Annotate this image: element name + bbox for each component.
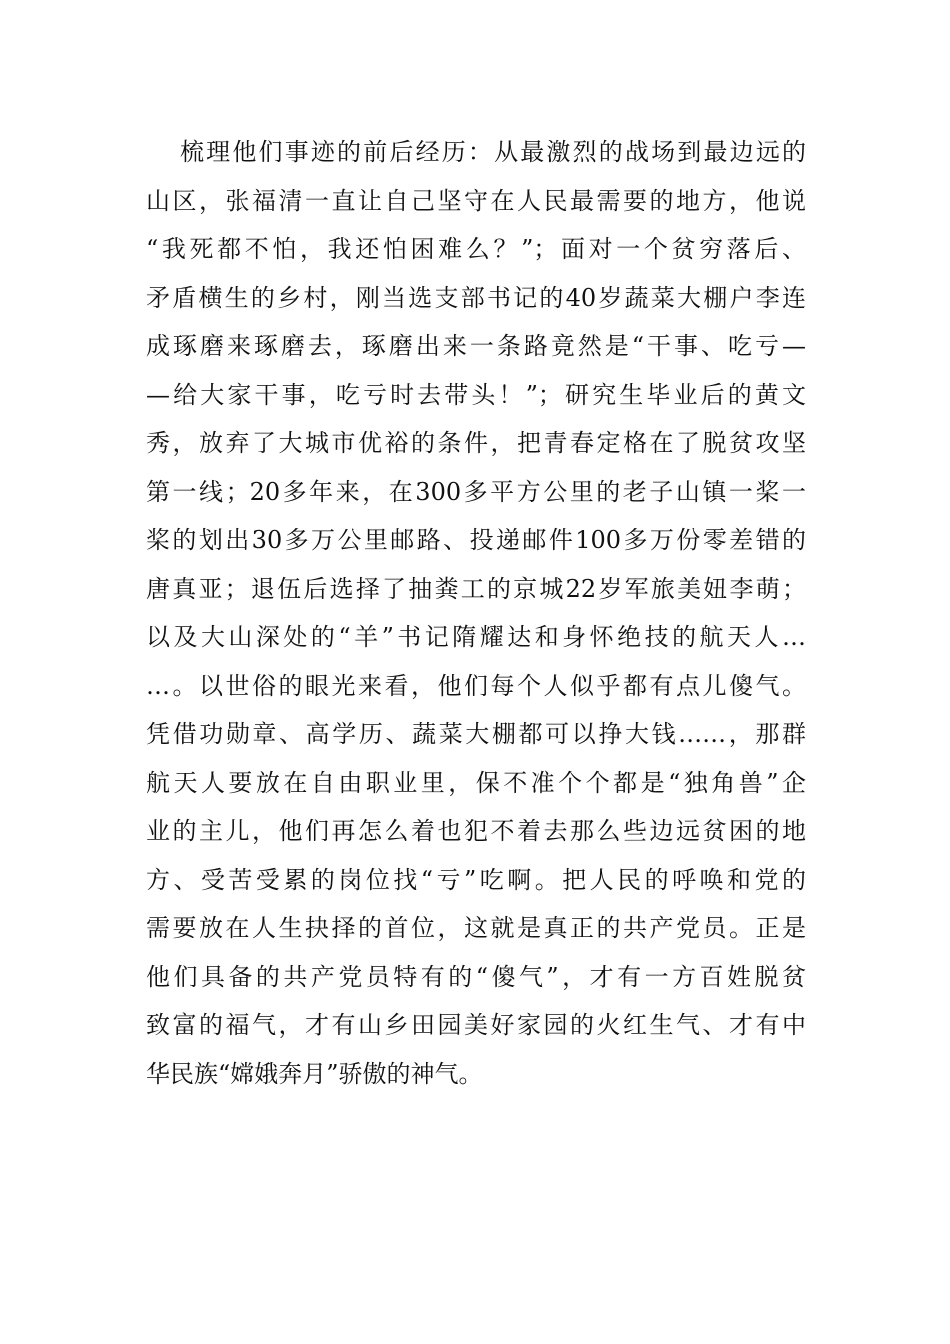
- paragraph-line: 航天人要放在自由职业里，保不准个个都是“独角兽”企: [146, 768, 806, 797]
- paragraph-line: 第一线；20多年来，在300多平方公里的老子山镇一桨一: [146, 477, 806, 506]
- paragraph-line: —给大家干事，吃亏时去带头！”；研究生毕业后的黄文: [146, 380, 806, 409]
- paragraph-line: 华民族“嫦娥奔月”骄傲的神气。: [146, 1059, 483, 1088]
- paragraph-line: “我死都不怕，我还怕困难么？”；面对一个贫穷落后、: [146, 235, 806, 263]
- paragraph-line: 桨的划出30多万公里邮路、投递邮件100多万份零差错的: [146, 526, 806, 554]
- body-paragraph: [146, 128, 806, 1098]
- paragraph-line: 方、受苦受累的岗位找“亏”吃啊。把人民的呼唤和党的: [146, 865, 806, 894]
- paragraph-line: 秀，放弃了大城市优裕的条件，把青春定格在了脱贫攻坚: [146, 429, 806, 457]
- paragraph-line: 他们具备的共产党员特有的“傻气”，才有一方百姓脱贫: [146, 962, 806, 991]
- paragraph-line: …。以世俗的眼光来看，他们每个人似乎都有点儿傻气。: [146, 671, 806, 700]
- paragraph-line: 业的主儿，他们再怎么着也犯不着去那么些边远贫困的地: [146, 817, 806, 845]
- paragraph-line: 梳理他们事迹的前后经历：从最激烈的战场到最边远的: [180, 138, 806, 166]
- paragraph-line: 唐真亚；退伍后选择了抽粪工的京城22岁军旅美妞李萌；: [146, 574, 806, 603]
- paragraph-line: 矛盾横生的乡村，刚当选支部书记的40岁蔬菜大棚户李连: [146, 283, 806, 312]
- paragraph-line: 需要放在人生抉择的首位，这就是真正的共产党员。正是: [146, 914, 806, 942]
- paragraph-line: 致富的福气，才有山乡田园美好家园的火红生气、才有中: [146, 1011, 806, 1039]
- paragraph-line: 山区，张福清一直让自己坚守在人民最需要的地方，他说: [146, 186, 806, 215]
- paragraph-line: 凭借功勋章、高学历、蔬菜大棚都可以挣大钱……，那群: [146, 720, 806, 748]
- paragraph-line: 成琢磨来琢磨去，琢磨出来一条路竟然是“干事、吃亏—: [146, 332, 806, 360]
- paragraph-line: 以及大山深处的“羊”书记隋耀达和身怀绝技的航天人…: [146, 623, 806, 651]
